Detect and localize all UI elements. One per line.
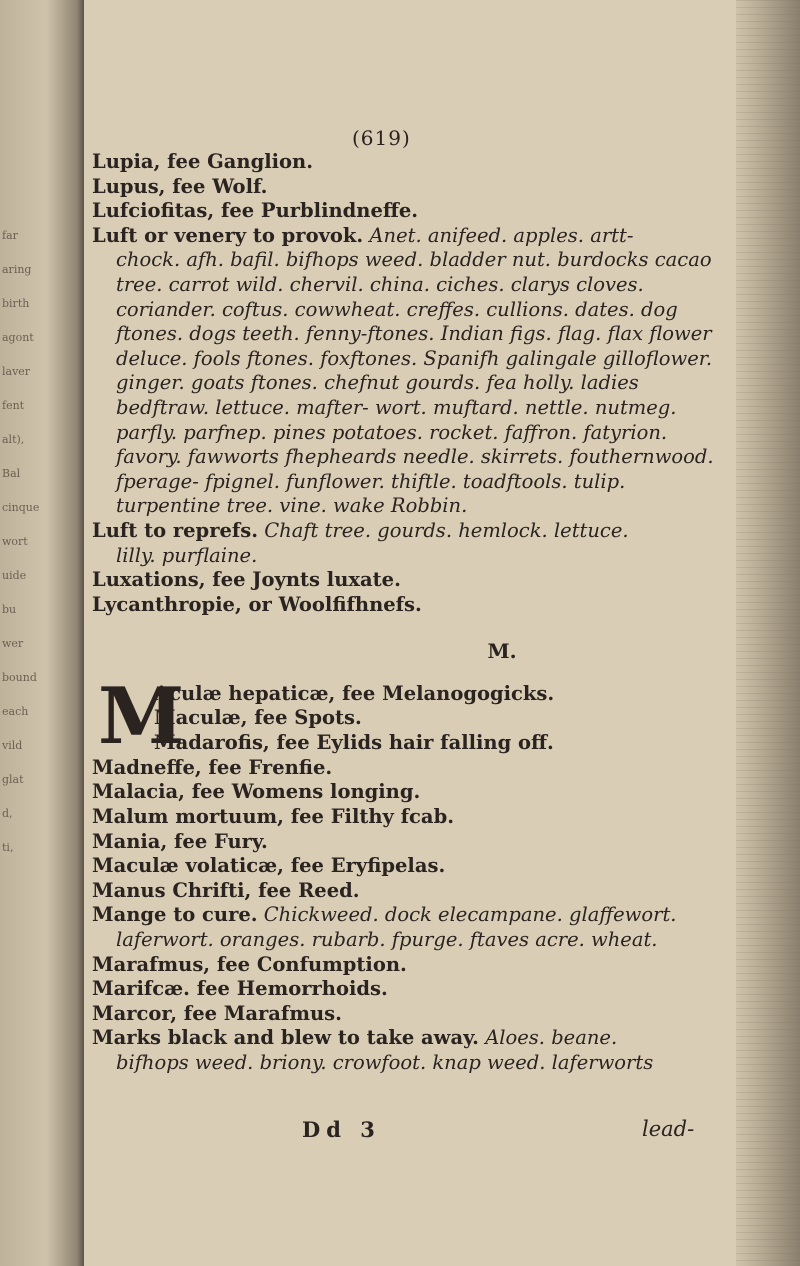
entry-continuation: lilly. purflaine. (116, 543, 258, 567)
signature-mark: Dd 3 (302, 1117, 381, 1142)
index-entry (92, 175, 732, 200)
index-entry (92, 199, 732, 224)
dropcap-line-2: Maculæ, fee Spots. (154, 706, 362, 730)
index-entry (92, 1002, 732, 1027)
bleed-fragment: fent (2, 400, 25, 412)
entry-remedies: Aloes. beane. (485, 1026, 618, 1050)
entry-heading: Marks black and blew to take away. (92, 1026, 479, 1050)
entry-heading: Malum mortuum, fee Filthy fcab. (92, 805, 454, 829)
entry-remedies: Chaft tree. gourds. hemlock. lettuce. (264, 518, 629, 542)
bleed-fragment: alt), (2, 434, 25, 446)
bleed-fragment: ti, (2, 842, 14, 854)
bleed-fragment: birth (2, 298, 30, 310)
entry-heading: Luft or venery to provok. (92, 223, 364, 247)
bleed-fragment: cinque (2, 502, 40, 514)
entry-continuation: chock. afh. bafil. bifhops weed. bladder nut. burdocks cacao tree. carrot wild. chervil. china. ciches. clarys cloves. coriander. coftus. cowwheat. creffes. cullions. dates. dog ftones. dogs teeth. fenny-ftones. Indian figs. flag. flax flower deluce. fools ftones. foxftones. Spanifh galingale gilloflower. ginger. goats ftones. chefnut gourds. fea holly. ladies bedftraw. lettuce. mafter- wort. muftard. nettle. nutmeg. parfly. parfnep. pines potatoes. rocket. faffron. fatyrion. favory. fawworts fhepheards needle. skirrets. fouthernwood. fperage- fpignel. funflower. thiftle. toadftools. tulip. turpentine tree. vine. wake Robbin. (116, 248, 714, 518)
bleed-fragment: each (2, 706, 29, 718)
index-entry (92, 568, 732, 593)
bleed-fragment: aring (2, 264, 32, 276)
right-page-edge (736, 0, 800, 1266)
bleed-fragment: far (2, 230, 18, 242)
left-margin-bleed (0, 0, 84, 1266)
index-entry (92, 879, 732, 904)
entry-heading: Marafmus, fee Confumption. (92, 952, 407, 976)
dropcap-block (92, 670, 732, 762)
dropcap-line-3: Madarofis, fee Eylids hair falling off. (154, 731, 554, 755)
dropcap-line-1: Aculæ hepaticæ, fee Melanogogicks. (154, 681, 555, 705)
entry-heading: Lupia, fee Ganglion. (92, 150, 314, 173)
bleed-fragment: wort (2, 536, 28, 548)
index-entry (92, 150, 732, 175)
entry-remedies: Chickweed. dock elecampane. glaffewort. (263, 903, 677, 927)
index-entry (92, 224, 732, 249)
bleed-fragment: uide (2, 570, 27, 582)
dropcap-letter: M (98, 670, 185, 762)
entry-heading: Mania, fee Fury. (92, 829, 268, 853)
index-entry (92, 1026, 732, 1051)
bleed-fragment: Bal (2, 468, 21, 480)
index-entry (92, 780, 732, 805)
entry-heading: Lufciofitas, fee Purblindneffe. (92, 199, 419, 223)
entry-heading: Lycanthropie, or Woolfifhnefs. (92, 592, 422, 616)
index-entry (92, 854, 732, 879)
page-body (92, 150, 732, 1076)
section-letter: M. (487, 639, 517, 664)
entry-heading: Madneffe, fee Frenfie. (92, 755, 333, 779)
entry-heading: Maculæ volaticæ, fee Eryfipelas. (92, 854, 446, 878)
entry-heading: Malacia, fee Womens longing. (92, 780, 421, 804)
page-number: (619) (352, 126, 411, 150)
index-entry (92, 830, 732, 855)
index-entry (92, 805, 732, 830)
bleed-fragment: laver (2, 366, 31, 378)
entry-continuation: laferwort. oranges. rubarb. fpurge. ftaves acre. wheat. (116, 928, 658, 952)
index-entry (92, 593, 732, 618)
catchword: lead- (642, 1117, 695, 1141)
index-entry (92, 977, 732, 1002)
bleed-fragment: wer (2, 638, 24, 650)
entry-heading: Luxations, fee Joynts luxate. (92, 568, 401, 592)
index-entry (92, 903, 732, 928)
bleed-fragment: agont (2, 332, 34, 344)
bleed-fragment: bound (2, 672, 37, 684)
entries-l-section (92, 150, 732, 617)
entry-remedies: Anet. anifeed. apples. artt- (369, 223, 634, 247)
entry-continuation: bifhops weed. briony. crowfoot. knap weed. laferworts (116, 1051, 654, 1074)
entry-heading: Marcor, fee Marafmus. (92, 1001, 342, 1025)
bleed-fragment: d, (2, 808, 13, 820)
entry-heading: Lupus, fee Wolf. (92, 174, 268, 198)
index-entry (92, 953, 732, 978)
index-entry (92, 756, 732, 781)
bleed-fragment: glat (2, 774, 24, 786)
entry-heading: Manus Chrifti, fee Reed. (92, 878, 360, 902)
bleed-fragment: vild (2, 740, 23, 752)
entry-heading: Luft to reprefs. (92, 518, 259, 542)
page-footer (302, 1117, 702, 1142)
index-entry (92, 519, 732, 544)
entry-heading: Mange to cure. (92, 903, 258, 927)
entries-m-section (92, 756, 732, 1076)
bleed-fragment: bu (2, 604, 17, 616)
entry-heading: Marifcæ. fee Hemorrhoids. (92, 977, 388, 1001)
